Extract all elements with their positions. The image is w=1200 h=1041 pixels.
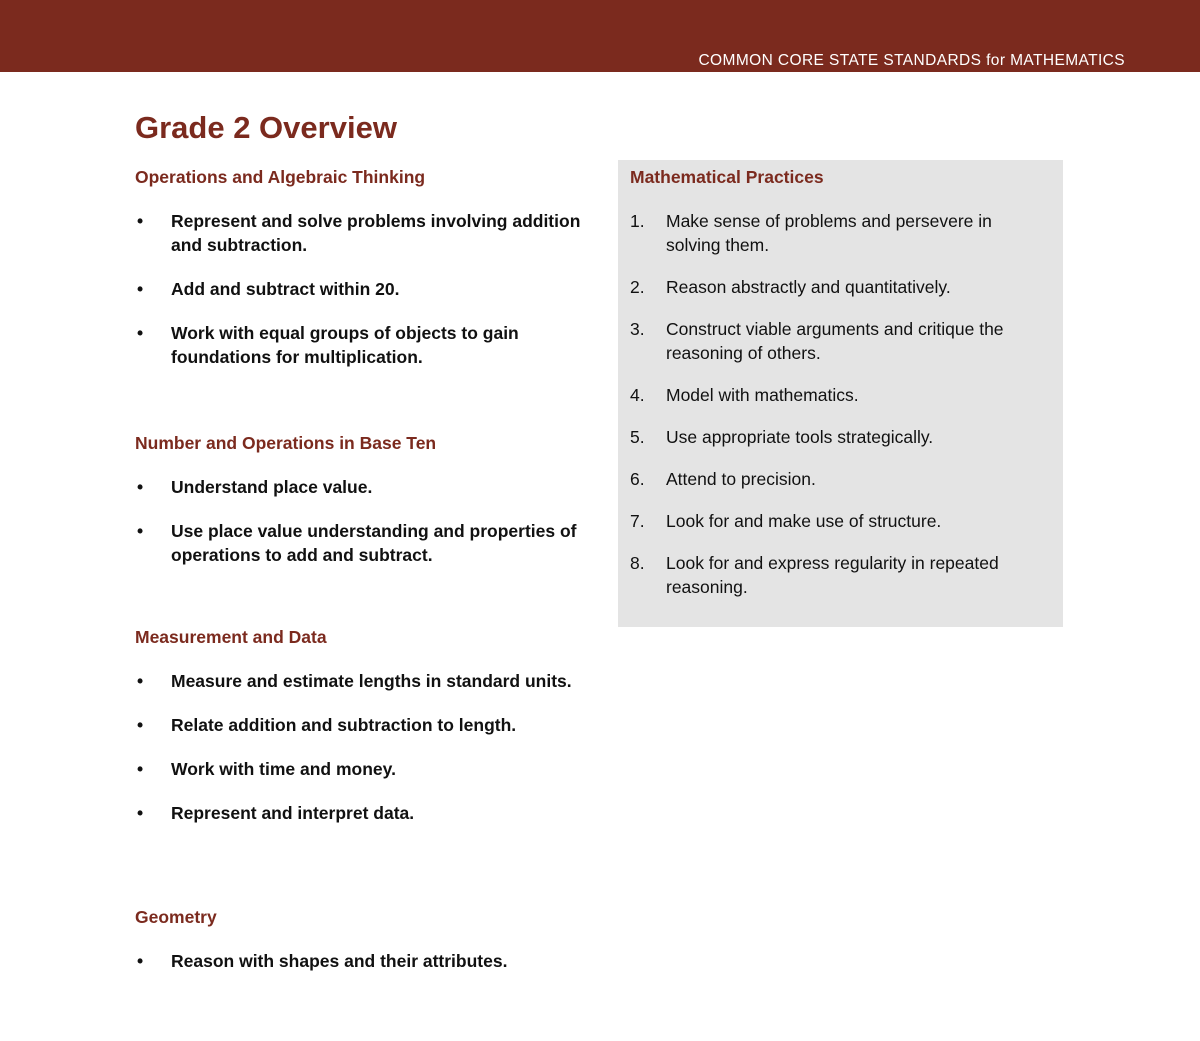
practice-item: [630, 509, 1051, 533]
practice-text: Use appropriate tools strategically.: [666, 427, 934, 447]
domain-measurement-data: [135, 626, 585, 825]
practice-text: Look for and express regularity in repeated reasoning.: [666, 553, 999, 597]
cluster-item: [135, 277, 585, 301]
cluster-text: Represent and solve problems involving addition and subtraction.: [171, 211, 581, 255]
cluster-item: [135, 519, 585, 567]
bullet-icon: •: [137, 477, 144, 497]
practice-item: [630, 209, 1051, 257]
domain-heading: Measurement and Data: [135, 627, 327, 647]
domain-heading: Operations and Algebraic Thinking: [135, 167, 426, 187]
cluster-item: [135, 669, 585, 693]
cluster-list: [135, 209, 585, 369]
cluster-item: [135, 949, 585, 973]
bullet-icon: •: [137, 803, 144, 823]
cluster-item: [135, 713, 585, 737]
domain-heading: Number and Operations in Base Ten: [135, 433, 437, 453]
cluster-text: Work with time and money.: [171, 759, 396, 779]
cluster-text: Represent and interpret data.: [171, 803, 415, 823]
bullet-icon: •: [137, 323, 144, 343]
bullet-icon: •: [137, 279, 144, 299]
cluster-item: [135, 321, 585, 369]
bullet-icon: •: [137, 715, 144, 735]
cluster-item: [135, 757, 585, 781]
domain-operations-algebraic-thinking: [135, 166, 585, 369]
practice-item: [630, 275, 1051, 299]
practice-item: [630, 551, 1051, 599]
page-title: Grade 2 Overview: [135, 110, 397, 145]
header-banner: [0, 0, 1200, 72]
bullet-icon: •: [137, 671, 144, 691]
cluster-text: Work with equal groups of objects to gain foundations for multiplication.: [171, 323, 519, 367]
cluster-text: Relate addition and subtraction to length.: [171, 715, 517, 735]
bullet-icon: •: [137, 759, 144, 779]
practice-text: Make sense of problems and persevere in solving them.: [666, 211, 992, 255]
cluster-list: [135, 475, 585, 567]
cluster-text: Understand place value.: [171, 477, 373, 497]
cluster-text: Measure and estimate lengths in standard units.: [171, 671, 572, 691]
bullet-icon: •: [137, 521, 144, 541]
cluster-text: Reason with shapes and their attributes.: [171, 951, 508, 971]
practice-number: 2.: [630, 277, 645, 297]
domain-heading: Geometry: [135, 907, 217, 927]
cluster-item: [135, 801, 585, 825]
practice-item: [630, 383, 1051, 407]
cluster-list: [135, 669, 585, 825]
practice-text: Look for and make use of structure.: [666, 511, 942, 531]
practice-list: [630, 209, 1051, 599]
practice-text: Model with mathematics.: [666, 385, 859, 405]
mathematical-practices-box: [618, 160, 1063, 627]
practice-number: 3.: [630, 319, 645, 339]
bullet-icon: •: [137, 211, 144, 231]
bullet-icon: •: [137, 951, 144, 971]
practice-number: 5.: [630, 427, 645, 447]
practice-text: Reason abstractly and quantitatively.: [666, 277, 951, 297]
header-title: COMMON CORE STATE STANDARDS for MATHEMATICS: [698, 52, 1125, 69]
domain-geometry: [135, 906, 585, 973]
cluster-item: [135, 209, 585, 257]
practice-item: [630, 467, 1051, 491]
cluster-item: [135, 475, 585, 499]
practice-number: 1.: [630, 211, 645, 231]
practice-text: Attend to precision.: [666, 469, 816, 489]
domain-number-operations-base-ten: [135, 432, 585, 567]
practice-item: [630, 425, 1051, 449]
practice-item: [630, 317, 1051, 365]
cluster-text: Add and subtract within 20.: [171, 279, 400, 299]
practice-number: 7.: [630, 511, 645, 531]
cluster-text: Use place value understanding and properties of operations to add and subtract.: [171, 521, 577, 565]
practice-number: 8.: [630, 553, 645, 573]
practice-number: 4.: [630, 385, 645, 405]
cluster-list: [135, 949, 585, 973]
practices-heading: Mathematical Practices: [630, 167, 824, 187]
practice-text: Construct viable arguments and critique the reasoning of others.: [666, 319, 1004, 363]
practice-number: 6.: [630, 469, 645, 489]
